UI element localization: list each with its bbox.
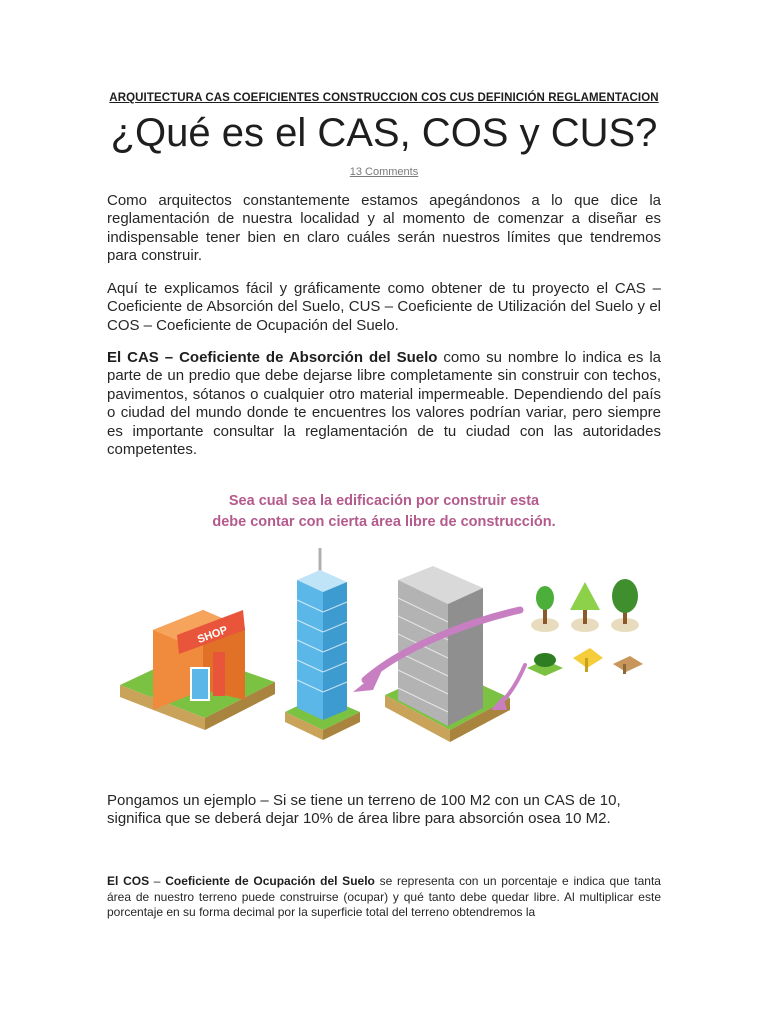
- cos-term-full: Coeficiente de Ocupación del Suelo: [165, 874, 375, 888]
- figure-caption-line-1: Sea cual sea la edificación por construir esta: [228, 493, 540, 509]
- cos-dash: –: [149, 874, 166, 888]
- category-link[interactable]: ARQUITECTURA CAS COEFICIENTES CONSTRUCCION COS CUS DEFINICIÓN REGLAMENTACION: [109, 92, 659, 104]
- cos-term: El COS: [107, 874, 150, 888]
- cas-paragraph: [107, 349, 661, 459]
- page-title: ¿Qué es el CAS, COS y CUS?: [110, 111, 658, 155]
- explanation-paragraph: Aquí te explicamos fácil y gráficamente como obtener de tu proyecto el CAS – Coeficiente de Absorción del Suelo, CUS – Coeficiente de Utilización del Suelo y el COS – Coeficiente de Ocupación del Suelo.: [107, 280, 661, 334]
- comments-link[interactable]: 13 Comments: [349, 166, 419, 178]
- cos-definition: se representa con un porcentaje e indica que tanta área de nuestro terreno puede construirse (ocupar) y qué tanto debe quedar libre. Al multiplicar este porcentaje en su forma decimal por la superficie total del terreno obtendremos la: [107, 874, 661, 919]
- shop-illustration: [120, 610, 275, 730]
- furniture-illustration: [527, 648, 643, 676]
- cas-definition: como su nombre lo indica es la parte de un predio que debe dejarse libre completamente sin construir con techos, pavimentos, sótanos o cualquier otro material impermeable. Dependiendo del país o ciudad del mundo donde te encuentres los valores podrían variar, pero siempre es importante consultar la reglamentación de tu ciudad con las autoridades competentes.: [107, 349, 662, 459]
- trees-illustration: [531, 579, 639, 632]
- cas-term: El CAS – Coeficiente de Absorción del Suelo: [107, 349, 438, 366]
- blue-tower-illustration: [285, 548, 360, 740]
- cos-paragraph: [107, 874, 661, 921]
- shop-sign-text: SHOP: [195, 624, 230, 646]
- buildings-illustration: [115, 540, 655, 755]
- example-paragraph: Pongamos un ejemplo – Si se tiene un terreno de 100 M2 con un CAS de 10, significa que se deberá dejar 10% de área libre para absorción osea 10 M2.: [107, 792, 621, 828]
- figure-caption: [150, 491, 618, 533]
- figure-caption-line-2: debe contar con cierta área libre de construcción.: [212, 514, 556, 530]
- intro-paragraph: Como arquitectos constantemente estamos apegándonos a lo que dice la reglamentación de nuestra localidad y al momento de comenzar a diseñar es indispensable tener bien en claro cuáles serán nuestros límites que tendremos para construir.: [107, 192, 661, 265]
